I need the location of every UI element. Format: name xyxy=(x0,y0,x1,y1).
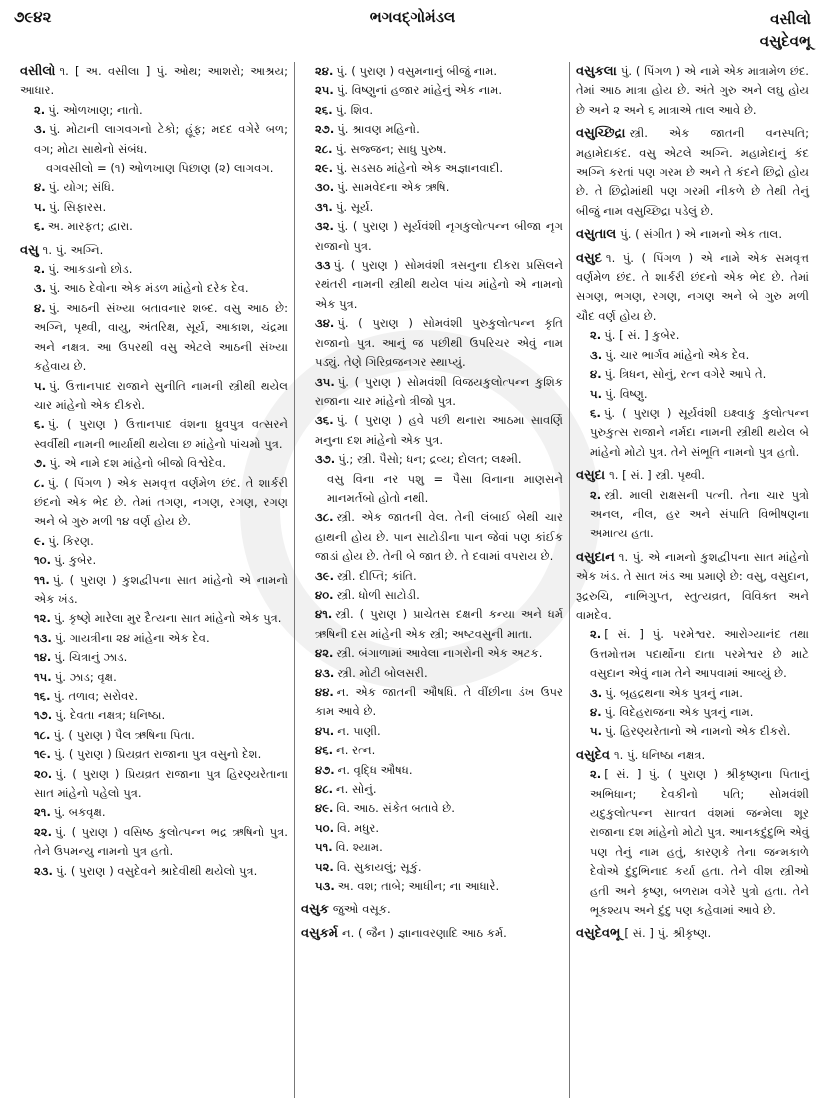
sense-number: ૩. xyxy=(590,685,603,700)
sense-number: ૪૪. xyxy=(315,685,334,699)
sense-number: ૫. xyxy=(590,724,603,739)
sense xyxy=(576,404,809,462)
sense-number: ૨૬. xyxy=(315,102,333,117)
sense-number: ૫૨. xyxy=(315,859,334,874)
sense-number: ૨૭. xyxy=(315,122,335,137)
sense-number: ૨. xyxy=(590,328,602,343)
sense-number: ૨૨. xyxy=(34,824,53,839)
sense-text: પું. ( પુરાણ ) સોમવંશી વિજયકુલોત્પન્ન કુશિક રાજાના ચાર માંહેનો ત્રીજો પુત્ર. xyxy=(315,374,563,408)
sense-number: ૫૦. xyxy=(315,820,335,835)
sense-text: વિ. શ્યામ. xyxy=(335,840,383,855)
sense-text: પું. કુબેર. xyxy=(54,553,97,568)
sense-number: ૫. xyxy=(590,386,603,401)
sense xyxy=(20,415,288,454)
entry-definition xyxy=(301,924,563,943)
sense xyxy=(20,217,288,236)
sense xyxy=(301,256,563,314)
sense-number: ૨. xyxy=(34,102,46,117)
sense-text: પું. ( પુરાણ ) વસુમનાનું બીજું નામ. xyxy=(336,64,498,78)
sense-text: વિ. આઠ. સંકેત બતાવે છે. xyxy=(336,801,455,816)
sense xyxy=(301,722,563,741)
sense-number: ૪૬. xyxy=(315,743,334,758)
sense-number: ૩૨. xyxy=(315,219,334,234)
sense-text: [ સં. ] પું. ( પુરાણ ) શ્રીકૃષ્ણના પિતાનું અભિધાન; દેવકીનો પતિ; સોમવંશી યદુકુલોત્પન્ન સાત્વત વંશમાં જન્મેલા શૂર રાજાના દશ માંહેનો મોટો પુત્ર. આનકદુંદુભિ એવું પણ તેનું નામ હતું, કારણકે તેના જન્મકાળે દેવોએ દુંદુભિનાદ કર્યા હતા. તેને વીશ સ્ત્રીઓ હતી અને કૃષ્ણ, બળરામ વગેરે પુત્રો હતા. તેને ભૂકશ્યપ અને દુંદુ પણ કહેવામાં આવે છે. xyxy=(590,767,809,918)
sense-number: ૩૫. xyxy=(315,374,335,389)
sense-text: પું. ચાર ભાર્ગવ માંહેનો એક દેવ. xyxy=(605,347,750,362)
dictionary-entry xyxy=(301,900,563,919)
entry-definition xyxy=(20,62,288,101)
guide-word-first: વસીલો xyxy=(770,10,811,28)
sense-number: ૩. xyxy=(34,281,47,296)
usage-example xyxy=(301,470,563,509)
sense-number: ૩૦. xyxy=(315,180,335,195)
definition-text: ૧. [ અ. વસીલા ] પું. ઓથ; આશરો; આશ્રય; આધાર. xyxy=(20,64,288,98)
sense-text: વિ. મધુર. xyxy=(337,820,380,835)
sense xyxy=(20,629,288,648)
sense-number: ૪. xyxy=(34,180,46,195)
sense xyxy=(301,120,563,139)
headword: વસુદાન xyxy=(576,549,615,565)
sense xyxy=(301,819,563,838)
definition-text: જુઓ વસૂક. xyxy=(332,902,391,917)
dictionary-entry xyxy=(576,124,809,221)
sense-text: પું. ત્રિધન, સોનું, રત્ન વગેરે આપે તે. xyxy=(604,367,767,382)
definition-text: સ્ત્રી. એક જાતની વનસ્પતિ; મહામેદાકંદ. વસુ એટલે અગ્નિ. મહામેદાનું કંદ અગ્નિ કરતાં પણ ગરમ છે અને તે કંદને છિદ્રો હોય છે. તે છિદ્રોમાંથી પણ ગરમી નીકળે છે તેથી તેનું બીજું નામ વસુચ્છિદ્રા પડેલું છે. xyxy=(576,126,809,218)
sense-number: ૪૦. xyxy=(315,587,334,602)
dictionary-entry xyxy=(301,62,563,896)
sense xyxy=(20,726,288,745)
sense-number: ૧૬. xyxy=(34,689,51,703)
entry-definition xyxy=(576,225,809,244)
sense-number: ૧૮. xyxy=(34,727,51,742)
sense xyxy=(301,858,563,877)
sense-text: પું. આઠની સંખ્યા બતાવનાર શબ્દ. વસુ આઠ છે: અગ્નિ, પૃથ્વી, વાયુ, અંતરિક્ષ, સૂર્ય, આકાશ, ચંદ્રમા અને નક્ષત્ર. આ ઉપરથી વસુ એટલે આઠની સંખ્યા કહેવાય છે. xyxy=(34,300,288,374)
sense-text: વિ. સુકાયલું; સૂકું. xyxy=(336,859,422,874)
sense-text: પું. સડસઠ માંહેનો એક અજ્ઞાનવાદી. xyxy=(336,161,504,176)
sense-number: ૧૫. xyxy=(34,669,52,684)
dictionary-entry xyxy=(576,548,809,742)
headword: વસુદા xyxy=(576,468,606,484)
sense-number: ૨૧. xyxy=(34,805,51,820)
sense-number: ૪૨. xyxy=(315,646,334,661)
sense-text: પું. સૂર્ય. xyxy=(335,199,374,214)
entry-definition xyxy=(576,124,809,221)
headword: વસુ xyxy=(20,242,39,258)
dictionary-entry xyxy=(576,249,809,462)
sense xyxy=(301,877,563,896)
sense-number: ૪૮. xyxy=(315,782,333,797)
sense-number: ૨. xyxy=(34,262,46,277)
sense xyxy=(301,62,563,81)
entry-definition xyxy=(576,62,809,120)
sense-text: ન. સોનું. xyxy=(335,782,377,797)
sense-text: અ. વશ; તાબે; આધીન; ના આધારે. xyxy=(337,879,500,894)
sense-text: પું. વિષ્ણુનાં હજાર માંહેનું એક નામ. xyxy=(336,83,503,98)
sense xyxy=(20,532,288,551)
sense-number: ૮. xyxy=(34,475,45,490)
sense xyxy=(301,178,563,197)
sense xyxy=(301,450,563,469)
sense-text: [ સં. ] પું. પરમેશ્વર. આરોગ્યાનંદ તથા ઉત્તમોત્તમ પદાર્થોના દાતા પરમેશ્વર છે માટે વસુદાન એવું નામ તેને આપવામાં આવ્યું છે. xyxy=(590,627,809,681)
sense xyxy=(20,178,288,197)
sense xyxy=(20,198,288,217)
entry-definition xyxy=(576,466,809,485)
definition-text: ૧. પું. એ નામનો કુશદ્વીપના સાત માંહેનો એક ખંડ. તે સાત ખંડ આ પ્રમાણે છે: વસુ, વસુદાન, રૂદ્રરુચિ, નાભિગુપ્ત, સ્તુત્યવ્રત, વિવિક્ત અને વામદેવ. xyxy=(576,549,809,622)
sense-text: પું. એ નામે દશ માંહેનો બીજો વિશ્વેદેવ. xyxy=(49,456,226,471)
sense-number: ૩૧. xyxy=(315,199,333,214)
sense xyxy=(20,454,288,473)
sense-text: પું. દેવતા નક્ષત્ર; ધનિષ્ઠા. xyxy=(55,708,166,723)
sense-text: સ્ત્રી. માલી રાક્ષસની પત્ની. તેના ચાર પુત્રો અનલ, નીલ, હર અને સંપાતિ વિભીષણના અમાત્ય હતા. xyxy=(590,487,809,541)
sense-number: ૪૯. xyxy=(315,801,334,816)
sense-number: ૩. xyxy=(590,347,603,362)
sense xyxy=(301,373,563,412)
sense-text: પું. તળાવ; સરોવર. xyxy=(53,689,139,703)
sense xyxy=(301,140,563,159)
sense xyxy=(301,799,563,818)
dictionary-entry xyxy=(576,466,809,544)
definition-text: ૧. [ સં. ] સ્ત્રી. પૃથ્વી. xyxy=(609,468,705,483)
dictionary-columns xyxy=(14,62,815,1098)
sense-text: સ્ત્રી. ( પુરાણ ) પ્રાચેતસ દક્ષની કન્યા અને ધર્મ ઋષિની દસ માંહેની એક સ્ત્રી; અષ્ટવસુની માતા. xyxy=(315,607,563,641)
sense xyxy=(301,101,563,120)
sense-text: પું. બૃહદ્રથના એક પુત્રનું નામ. xyxy=(605,685,743,700)
sense xyxy=(301,159,563,178)
sense xyxy=(301,780,563,799)
sense xyxy=(301,198,563,217)
sense xyxy=(301,664,563,683)
sense-number: ૪. xyxy=(34,300,46,315)
sense-number: ૫૧. xyxy=(315,840,333,855)
sense-text: પું. ( પુરાણ ) સૂર્યવંશી નૃગકુલોત્પન્ન બીજા નૃગ રાજાનો પુત્ર. xyxy=(315,219,563,253)
sense-text: પું. ( પુરાણ ) વસુદેવને શ્રાદેવીથી થયેલો પુત્ર. xyxy=(55,863,258,878)
definition-text: ૧. પું. ધનિષ્ઠા નક્ષત્ર. xyxy=(614,747,706,762)
entry-definition xyxy=(576,249,809,327)
entry-definition xyxy=(301,900,563,919)
sense-number: ૬. xyxy=(34,417,45,432)
sense-text: પું. સિફારસ. xyxy=(49,199,107,214)
sense-text: ન. વૃદ્ધિ ઔષધ. xyxy=(337,762,413,777)
sense xyxy=(301,508,563,566)
dictionary-entry xyxy=(20,241,288,881)
sense-number: ૪૧. xyxy=(315,607,333,622)
sense xyxy=(576,684,809,703)
dictionary-entry xyxy=(576,746,809,921)
definition-text: પું. ( પિંગળ ) એ નામે એક માત્રામેળ છંદ. તેમાં આઠ માત્રા હોય છે. અંતે ગુરુ અને લઘુ હોય છે અને ૨ અને ૬ માત્રાએ તાલ આવે છે. xyxy=(576,64,809,117)
sense-text: પું. યોગ; સંધિ. xyxy=(48,180,115,195)
sense xyxy=(20,862,288,881)
sense xyxy=(301,605,563,644)
dictionary-entry xyxy=(20,62,288,237)
headword: વસુક xyxy=(301,902,329,918)
sense xyxy=(20,745,288,764)
sense xyxy=(20,279,288,298)
sense xyxy=(301,644,563,663)
sense-text: પું. ( પુરાણ ) સૂર્યવંશી ઇક્ષ્વાકુ કુલોત્પન્ન પુરુકુત્સ રાજાને નર્મદા નામની સ્ત્રીથી થયેલ બે માંહેનો મોટો પુત્ર. તેને સંભૂતિ નામનો પુત્ર હતો. xyxy=(590,405,809,459)
definition-text: [ સં. ] પું. શ્રીકૃષ્ણ. xyxy=(624,926,712,941)
headword: વસુદેવ xyxy=(576,747,610,763)
sense-number: ૬. xyxy=(590,405,601,420)
page-number: ૭૯૪૨ xyxy=(14,8,52,26)
sense-number: ૧૨. xyxy=(34,611,51,626)
sense-text: વગવસીલો = (૧) ઓળખાણ પિછાણ (૨) લાગવગ. xyxy=(46,161,274,176)
sense-text: સ્ત્રી. દીપ્તિ; કાંતિ. xyxy=(337,568,417,583)
sense xyxy=(301,683,563,722)
sense-text: પું. ( પુરાણ ) કુશદ્વીપના સાત માંહેનો એ નામનો એક ખંડ. xyxy=(34,572,288,606)
sense-number: ૬. xyxy=(34,219,45,234)
sense-number: ૧૩. xyxy=(34,630,52,645)
sense-number: ૪. xyxy=(590,705,602,719)
sense-text: પું. ( પુરાણ ) પ્રિયવ્રત રાજાના પુત્ર હિરણ્યરેતાના સાત માંહેનો પહેલો પુત્ર. xyxy=(34,766,288,801)
sense xyxy=(576,385,809,404)
dictionary-entry xyxy=(576,225,809,244)
sense xyxy=(301,838,563,857)
sense-text: સ્ત્રી. મોટી બોલસરી. xyxy=(337,665,428,680)
sense-text: પું. ઝાડ; વૃક્ષ. xyxy=(54,669,117,684)
sense-text: પું. ( પુરાણ ) પ્રિયવ્રત રાજાના પુત્ર વસુનો દેશ. xyxy=(53,747,262,762)
sense-text: પું. આઠ દેવોના એક મંડળ માંહેનો દરેક દેવ. xyxy=(49,281,249,296)
definition-text: ન. ( જૈન ) જ્ઞાનાવરણાદિ આઠ કર્મ. xyxy=(342,925,507,940)
entry-definition xyxy=(576,924,809,943)
sense-number: ૧૭. xyxy=(34,708,53,723)
sense-number: ૨૪. xyxy=(315,64,334,78)
headword: વસુકર્મ xyxy=(301,925,338,941)
sense-text: પું. વિષ્ણુ. xyxy=(605,386,648,401)
column-3 xyxy=(569,62,815,1098)
sense-text: પું. ( પુરાણ ) સોમવંશી પુરુકુલોત્પન્ન કૃતિ રાજાનો પુત્ર. આનું જ પછીથી ઉપરિચર એવું નામ પડ્યું. તેણે ગિરિવ્રજનગર સ્થાપ્યું. xyxy=(315,316,563,370)
sense-number: ૩. xyxy=(34,122,47,137)
sense-text: પું. બકવૃક્ષ. xyxy=(53,805,106,820)
sense-text: પું. શ્રાવણ મહિનો. xyxy=(337,122,420,137)
sense-text: સ્ત્રી. બંગાળામાં આવેલા નાગરોની એક અટક. xyxy=(336,646,543,661)
sense-number: ૩૪. xyxy=(315,316,335,331)
sense xyxy=(20,120,288,159)
sense-text: પું. ગાયત્રીના ૨૪ માંહેના એક દેવ. xyxy=(54,630,210,645)
book-title: ભગવદ્ગોમંડલ xyxy=(369,8,456,26)
sense xyxy=(301,81,563,100)
sense-number: ૧૦. xyxy=(34,553,52,568)
sense-number: ૨૩. xyxy=(34,863,53,878)
sense-text: ન. એક જાતની ઔષધિ. તે વીંછીના ડંખ ઉપર કામ આવે છે. xyxy=(315,685,563,719)
entry-definition xyxy=(576,746,809,765)
sense xyxy=(576,486,809,544)
sense-text: પું. હિરણ્યરેતાનો એ નામનો એક દીકરો. xyxy=(605,724,791,739)
sense xyxy=(301,761,563,780)
sense-text: પું.; સ્ત્રી. પૈસો; ધન; દ્રવ્ય; દોલત; લક્ષ્મી. xyxy=(338,452,522,467)
usage-example xyxy=(20,159,288,178)
sense xyxy=(301,411,563,450)
sense-text: સ્ત્રી. એક જાતની વેલ. તેની લંબાઈ બેથી ચાર હાથની હોય છે. પાન સાટોડીના પાન જેવાં પણ કાંઈક જાડાં હોય છે. તેની બે જાત છે. તે દવામાં વપરાય છે. xyxy=(315,510,563,564)
sense xyxy=(20,260,288,279)
sense xyxy=(576,346,809,365)
sense xyxy=(20,823,288,862)
sense xyxy=(20,609,288,628)
sense-text: પું. ( પુરાણ ) વસિષ્ઠ કુલોત્પન્ન ભદ્ર ઋષિનો પુત્ર. તેને ઉપમન્યુ નામનો પુત્ર હતો. xyxy=(34,824,288,859)
sense-number: ૨૯. xyxy=(315,161,334,176)
sense-number: ૫૩. xyxy=(315,879,335,894)
sense-number: ૭. xyxy=(34,456,47,471)
sense xyxy=(576,365,809,384)
sense-number: ૨૦. xyxy=(34,766,53,781)
dictionary-entry xyxy=(576,924,809,943)
sense-number: ૩૩ xyxy=(315,258,331,273)
sense-number: ૪૩. xyxy=(315,665,335,680)
headword: વસુદ xyxy=(576,250,602,266)
sense-number: ૨. xyxy=(590,767,602,782)
sense-text: પું. વિદેહરાજના એક પુત્રનું નામ. xyxy=(604,705,754,719)
sense xyxy=(20,299,288,377)
sense-text: પું. ઓળખાણ; નાતો. xyxy=(48,102,143,117)
sense xyxy=(301,217,563,256)
sense-number: ૪. xyxy=(590,367,602,382)
sense xyxy=(301,741,563,760)
sense xyxy=(301,586,563,605)
sense-number: ૩૯. xyxy=(315,568,334,583)
sense-number: ૯. xyxy=(34,533,46,548)
entry-definition xyxy=(20,241,288,260)
sense xyxy=(20,377,288,416)
sense xyxy=(20,765,288,804)
dictionary-entry xyxy=(301,924,563,943)
sense-number: ૧૯. xyxy=(34,747,51,762)
sense-text: પું. [ સં. ] કુબેર. xyxy=(604,328,680,343)
sense-text: ન. રત્ન. xyxy=(336,743,376,758)
sense xyxy=(20,706,288,725)
sense-number: ૪૭. xyxy=(315,762,335,777)
sense xyxy=(20,474,288,532)
sense xyxy=(20,648,288,667)
sense-text: પું. ચિત્રાનું ઝાડ. xyxy=(54,650,128,665)
definition-text: પું. ( સંગીત ) એ નામનો એક તાલ. xyxy=(620,227,783,242)
sense-text: ન. પાણી. xyxy=(337,723,381,738)
guide-words xyxy=(760,8,811,52)
headword: વસીલો xyxy=(20,64,56,79)
entry-definition xyxy=(576,548,809,626)
sense xyxy=(576,703,809,722)
sense-text: પું. ( પુરાણ ) સોમવંશી ત્રસનુના દીકરા પ્રસિલને રથંતરી નામની સ્ત્રીથી થયેલ પાંચ માંહેનો એ નામનો એક પુત્ર. xyxy=(315,258,563,311)
sense-text: અ. મારફત; દ્વારા. xyxy=(47,219,133,234)
sense xyxy=(301,314,563,372)
sense-number: ૫. xyxy=(34,378,47,393)
definition-text: ૧. પું. ( પિંગળ ) એ નામે એક સમવૃત્ત વર્ણમેળ છંદ. તે શાર્કરી છંદનો એક ભેદ છે. તેમાં સગણ, ભગણ, રગણ, નગણ અને બે ગુરુ મળી ચૌદ વર્ણ હોય છે. xyxy=(576,250,809,323)
sense xyxy=(20,803,288,822)
sense-number: ૪૫. xyxy=(315,723,335,738)
sense-text: પું. સામવેદના એક ઋષિ. xyxy=(337,180,450,195)
sense-number: ૩૭. xyxy=(315,452,336,467)
sense-text: સ્ત્રી. ધોળી સાટોડી. xyxy=(336,587,420,602)
sense-number: ૨. xyxy=(590,487,602,502)
sense-text: પું. ( પુરાણ ) પૈલ ઋષિના પિતા. xyxy=(53,727,195,742)
sense-text: પું. ઉત્તાનપાદ રાજાને સુનીતિ નામની સ્ત્રીથી થયેલ ચાર માંહેનો એક દીકરો. xyxy=(34,378,288,412)
sense xyxy=(576,326,809,345)
sense-number: ૩૮. xyxy=(315,510,334,525)
sense-text: પું. શિવ. xyxy=(335,102,374,117)
sense-text: વસુ વિના નર પશુ = પૈસા વિનાના માણસને માનમર્તબો હોતો નથી. xyxy=(327,471,563,505)
sense-number: ૨૮. xyxy=(315,141,333,156)
definition-text: ૧. પું. અગ્નિ. xyxy=(42,242,104,257)
sense-number: ૧૪. xyxy=(34,650,52,665)
column-2 xyxy=(294,62,569,1098)
sense-text: પું. ( પુરાણ ) ઉત્તાનપાદ વંશના ધ્રુવપુત્ર વત્સરને સ્વર્વીથી નામની ભાર્યાથી થયેલા છ માંહેનો પાંચમો પુત્ર. xyxy=(34,417,288,451)
sense xyxy=(301,567,563,586)
dictionary-entry xyxy=(576,62,809,120)
column-1 xyxy=(14,62,294,1098)
sense xyxy=(576,722,809,741)
sense-text: પું. મોટાની લાગવગનો ટેકો; હૂંફ; મદદ વગેરે બળ; વગ; મોટા સાથેનો સંબંધ. xyxy=(34,122,288,156)
sense xyxy=(20,668,288,687)
sense-number: ૨. xyxy=(590,627,602,642)
sense-number: ૫. xyxy=(34,199,47,214)
sense-text: પું. ( પુરાણ ) હવે પછી થનારા આઠમા સાવર્ણિ મનુના દશ માંહેનો એક પુત્ર. xyxy=(315,413,563,447)
sense-number: ૩૬. xyxy=(315,413,334,428)
headword: વસુકલા xyxy=(576,64,617,79)
sense xyxy=(20,687,288,706)
page-header xyxy=(14,8,811,60)
sense-number: ૧૧. xyxy=(34,572,50,587)
sense xyxy=(20,571,288,610)
sense-text: પું. કિરણ. xyxy=(48,533,94,548)
sense-number: ૨૫. xyxy=(315,83,334,98)
sense xyxy=(576,625,809,683)
sense-text: પું. ( પિંગળ ) એક સમવૃત્ત વર્ણમેળ છંદ. તે શાર્કરી છંદનો એક ભેદ છે. તેમાં તગણ, નગણ, રગણ, રગણ અને બે ગુરુ મળી ૧૪ વર્ણ હોય છે. xyxy=(34,475,288,529)
headword: વસુચ્છિદ્રા xyxy=(576,126,626,142)
sense xyxy=(20,101,288,120)
headword: વસુદેવભૂ xyxy=(576,926,621,942)
sense-text: પું. સજ્જન; સાધુ પુરુષ. xyxy=(335,141,447,156)
sense xyxy=(576,765,809,920)
sense xyxy=(20,551,288,570)
headword: વસુતાલ xyxy=(576,227,617,243)
sense-text: પું. આકડાનો છોડ. xyxy=(48,262,133,277)
guide-word-last: વસુદેવભૂ xyxy=(759,32,811,50)
sense-text: પું. કૃષ્ણે મારેલા મુર દૈત્યના સાત માંહેનો એક પુત્ર. xyxy=(53,611,282,626)
